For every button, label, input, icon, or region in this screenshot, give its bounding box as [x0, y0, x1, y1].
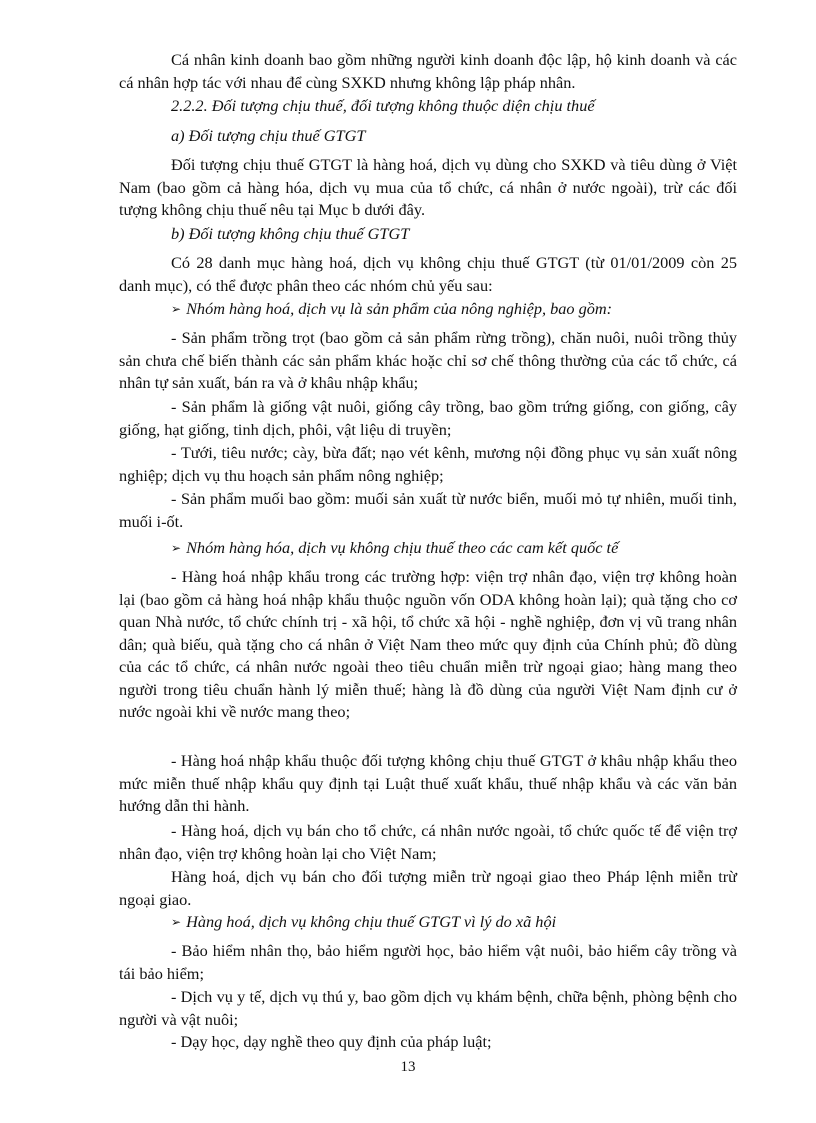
bullet-group-agriculture: [119, 298, 737, 321]
bullet-group-international: [119, 537, 737, 560]
bullet-label: Nhóm hàng hoá, dịch vụ là sản phẩm của nông nghiệp, bao gồm:: [186, 299, 613, 318]
list-item-breeds: - Sản phẩm là giống vật nuôi, giống cây trồng, bao gồm trứng giống, con giống, cây giống, hạt giống, tinh dịch, phôi, vật liệu di truyền;: [119, 397, 737, 439]
list-item-health: - Dịch vụ y tế, dịch vụ thú y, bao gồm dịch vụ khám bệnh, chữa bệnh, phòng bệnh cho người và vật nuôi;: [119, 987, 737, 1029]
list-item-insurance: - Bảo hiểm nhân thọ, bảo hiểm người học, bảo hiểm vật nuôi, bảo hiểm cây trồng và tái bảo hiểm;: [119, 941, 737, 983]
list-item-education: - Dạy học, dạy nghề theo quy định của pháp luật;: [171, 1032, 492, 1051]
list-item-foreign-sales: - Hàng hoá, dịch vụ bán cho tổ chức, cá nhân nước ngoài, tổ chức quốc tế để viện trợ nhân đạo, viện trợ không hoàn lại cho Việt Nam;: [119, 821, 737, 863]
list-item-salt: - Sản phẩm muối bao gồm: muối sản xuất từ nước biển, muối mỏ tự nhiên, muối tinh, muối i-ốt.: [119, 489, 737, 531]
bullet-label: Nhóm hàng hóa, dịch vụ không chịu thuế theo các cam kết quốc tế: [186, 538, 619, 557]
bullet-group-social: [119, 911, 737, 934]
list-item-imported-aid: - Hàng hoá nhập khẩu trong các trường hợp: viện trợ nhân đạo, viện trợ không hoàn lại (bao gồm cả hàng hoá nhập khẩu thuộc nguồn vốn ODA không hoàn lại); quà tặng cho cơ quan Nhà nước, tổ chức chính trị - xã hội, tổ chức xã hội - nghề nghiệp, đơn vị vũ trang nhân dân; quà biếu, quà tặng cho cá nhân ở Việt Nam theo mức quy định của Chính phủ; đồ dùng của các tổ chức, cá nhân nước ngoài theo tiêu chuẩn miễn trừ ngoại giao; hàng mang theo người trong tiêu chuẩn hành lý miễn thuế; hàng là đồ dùng của người Việt Nam định cư ở nước ngoài khi về nước mang theo;: [119, 567, 737, 721]
arrow-bullet-icon: ➢: [171, 541, 182, 555]
paragraph-non-taxable-intro: Có 28 danh mục hàng hoá, dịch vụ không chịu thuế GTGT (từ 01/01/2009 còn 25 danh mục), có thể được phân theo các nhóm chủ yếu sau:: [119, 253, 737, 295]
page-number: 13: [400, 1059, 416, 1075]
arrow-bullet-icon: ➢: [171, 302, 182, 316]
paragraph-business-individuals: Cá nhân kinh doanh bao gồm những người kinh doanh độc lập, hộ kinh doanh và các cá nhân hợp tác với nhau để cùng SXKD nhưng không lập pháp nhân.: [119, 50, 737, 92]
subheading-non-taxable-objects: b) Đối tượng không chịu thuế GTGT: [171, 224, 410, 243]
list-item-irrigation: - Tưới, tiêu nước; cày, bừa đất; nạo vét kênh, mương nội đồng phục vụ sản xuất nông nghiệp; dịch vụ thu hoạch sản phẩm nông nghiệp;: [119, 443, 737, 485]
paragraph-taxable-objects: Đối tượng chịu thuế GTGT là hàng hoá, dịch vụ dùng cho SXKD và tiêu dùng ở Việt Nam (bao gồm cả hàng hóa, dịch vụ mua của tổ chức, cá nhân ở nước ngoài), trừ các đối tượng không chịu thuế nêu tại Mục b dưới đây.: [119, 155, 737, 219]
paragraph-diplomatic: Hàng hoá, dịch vụ bán cho đối tượng miễn trừ ngoại giao theo Pháp lệnh miễn trừ ngoại giao.: [119, 867, 737, 909]
list-item-import-exemption: - Hàng hoá nhập khẩu thuộc đối tượng không chịu thuế GTGT ở khâu nhập khẩu theo mức miễn thuế nhập khẩu quy định tại Luật thuế xuất khẩu, thuế nhập khẩu và các văn bản hướng dẫn thi hành.: [119, 751, 737, 815]
subheading-taxable-objects: a) Đối tượng chịu thuế GTGT: [171, 126, 366, 145]
section-heading-2-2-2: 2.2.2. Đối tượng chịu thuế, đối tượng không thuộc diện chịu thuế: [171, 96, 595, 115]
bullet-label: Hàng hoá, dịch vụ không chịu thuế GTGT vì lý do xã hội: [186, 912, 557, 931]
arrow-bullet-icon: ➢: [171, 915, 182, 929]
list-item-crops: - Sản phẩm trồng trọt (bao gồm cả sản phẩm rừng trồng), chăn nuôi, nuôi trồng thủy sản chưa chế biến thành các sản phẩm khác hoặc chỉ sơ chế thông thường của các tổ chức, cá nhân tự sản xuất, bán ra và ở khâu nhập khẩu;: [119, 328, 737, 392]
